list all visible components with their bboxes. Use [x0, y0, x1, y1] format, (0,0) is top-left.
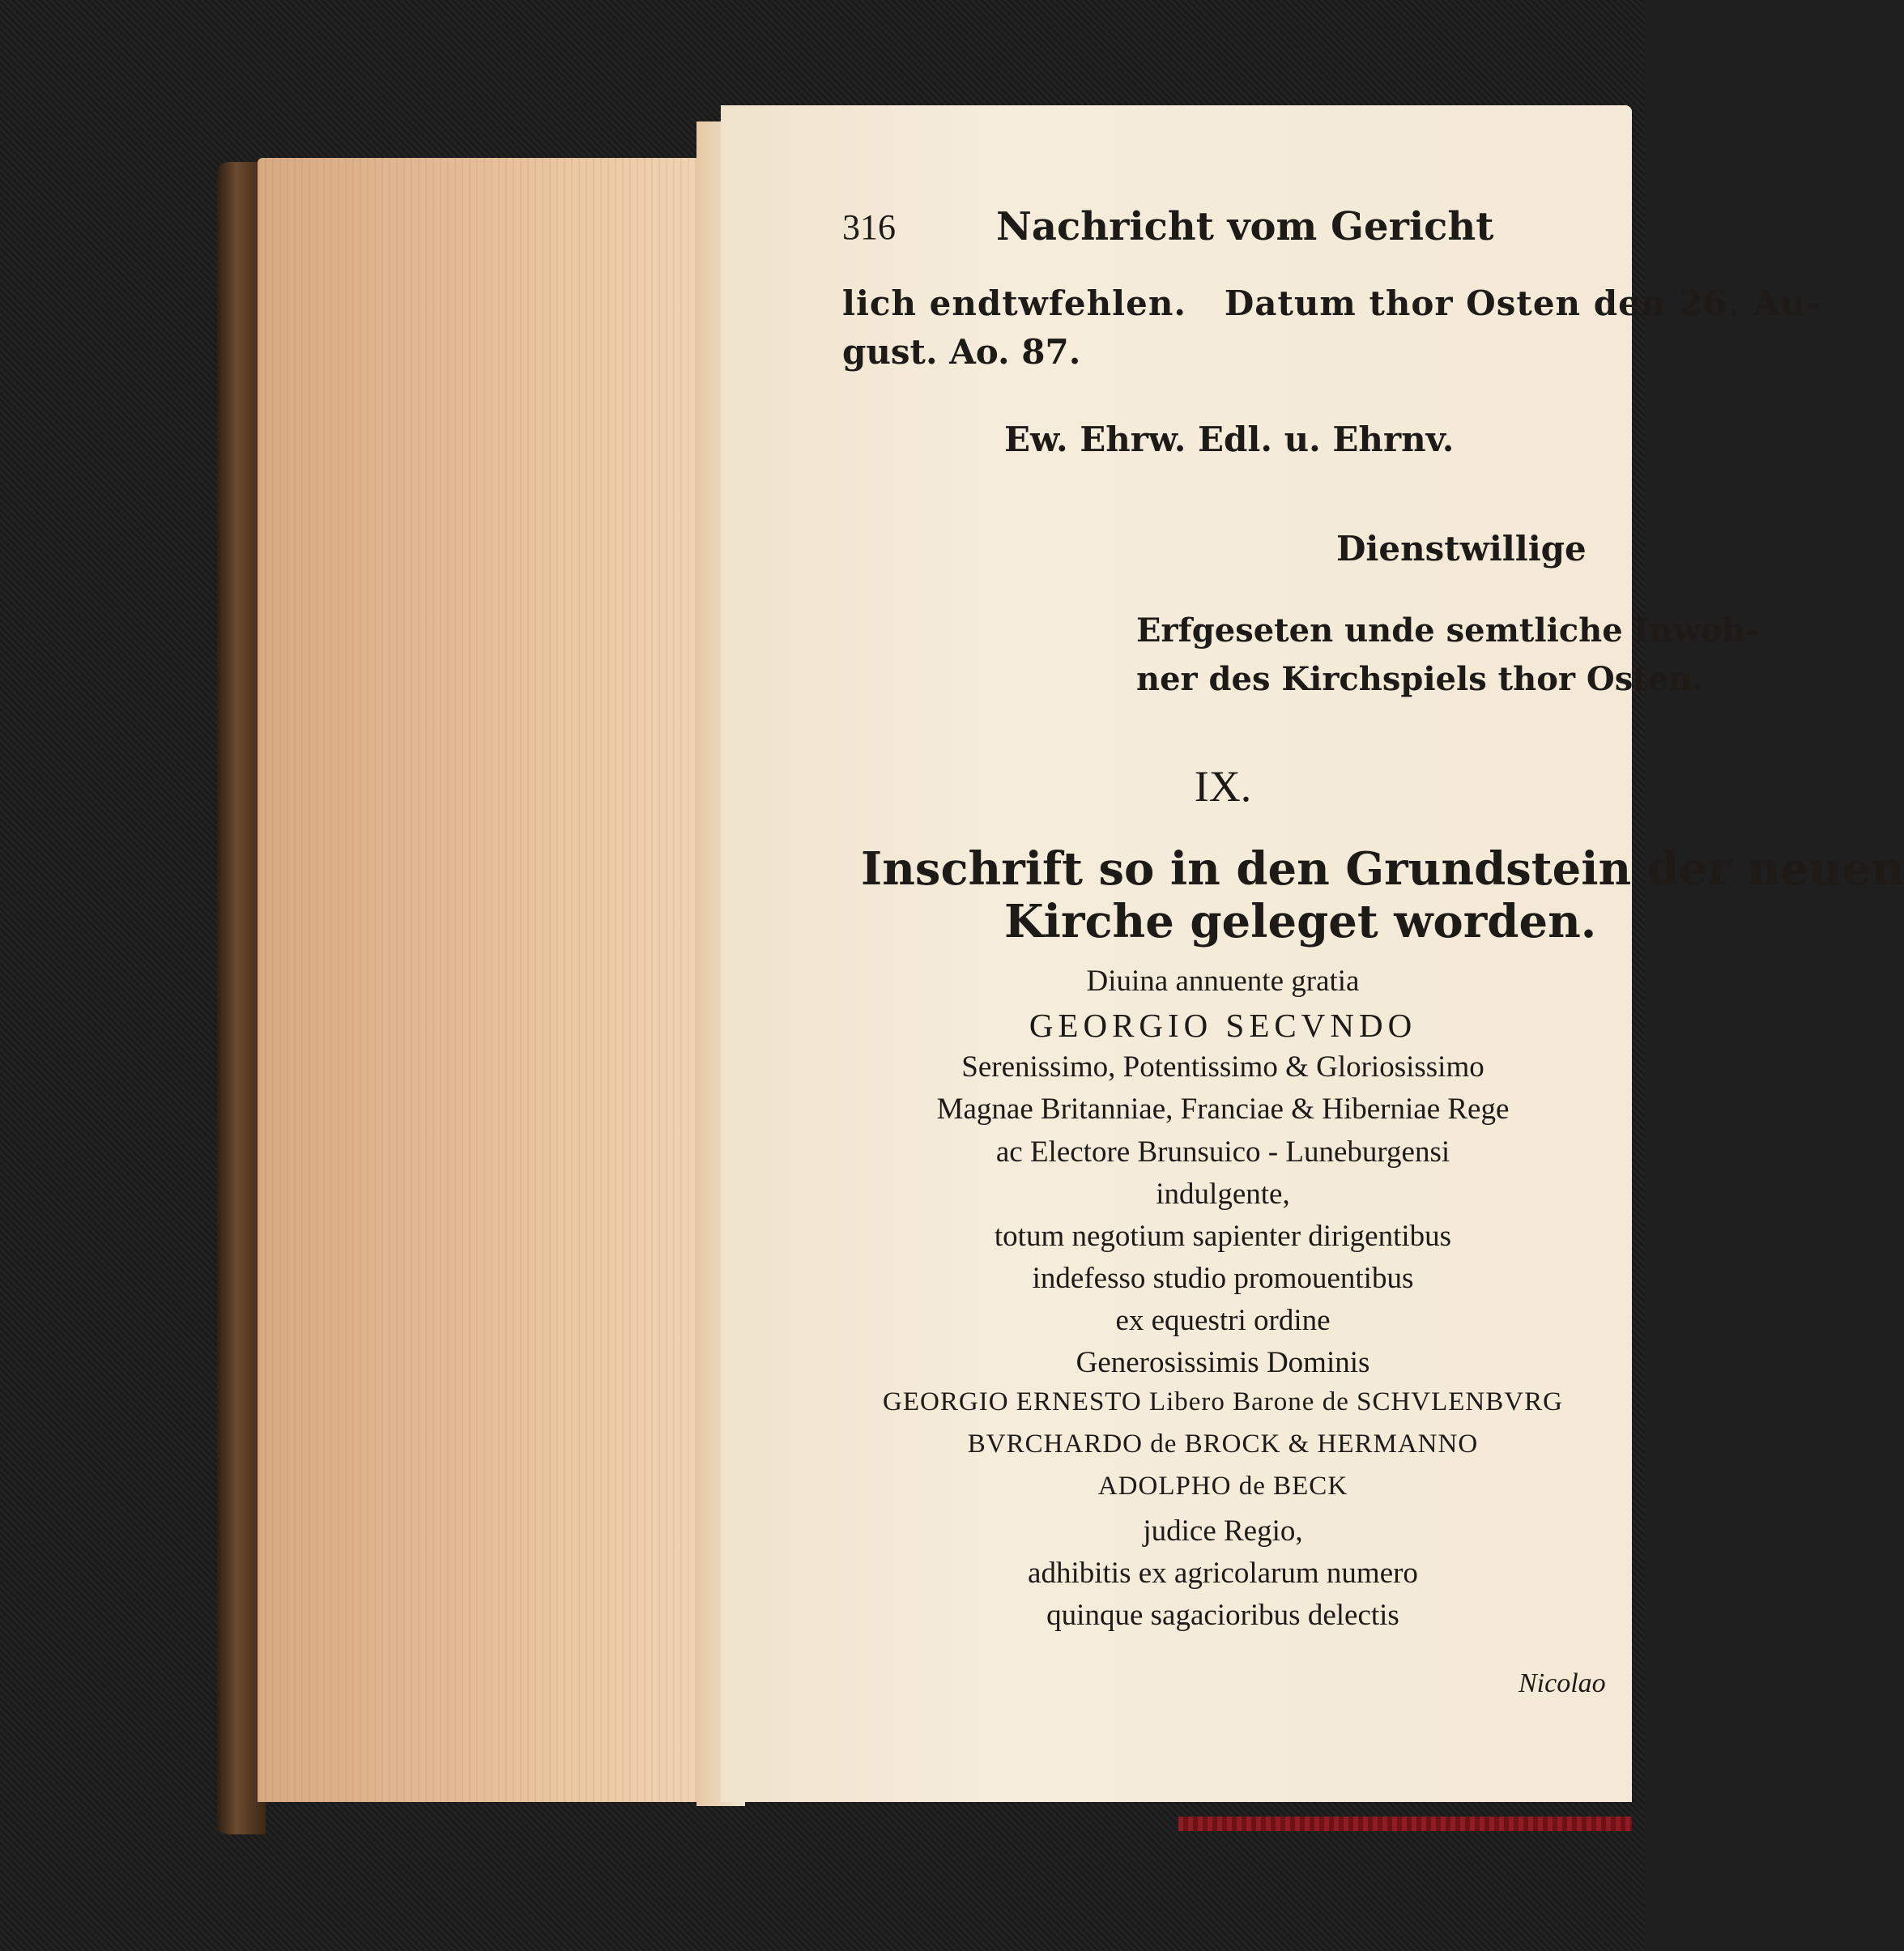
- inscription-line: indefesso studio promouentibus: [1032, 1262, 1414, 1295]
- page-block-edge: [258, 158, 731, 1802]
- inscription-line: BVRCHARDO de BROCK & HERMANNO: [967, 1429, 1479, 1459]
- closing: Dienstwillige: [1336, 529, 1587, 569]
- inscription-line: ac Electore Brunsuico - Luneburgensi: [995, 1135, 1450, 1169]
- inscription-line: Magnae Britanniae, Franciae & Hiberniae Rege: [936, 1093, 1510, 1126]
- inscription-line: indulgente,: [1156, 1178, 1290, 1211]
- inscription-line: GEORGIO SECVNDO: [1029, 1007, 1417, 1044]
- page-number: 316: [842, 207, 896, 247]
- section-heading: Kirche geleget worden.: [1004, 895, 1597, 948]
- inscription-line: Serenissimo, Potentissimo & Gloriosissimo: [961, 1050, 1484, 1084]
- inscription-line: Generosissimis Dominis: [1076, 1346, 1370, 1379]
- inscription-line: ADOLPHO de BECK: [1097, 1472, 1348, 1501]
- section-numeral: IX.: [1194, 762, 1252, 811]
- catchword: Nicolao: [1519, 1668, 1606, 1698]
- inscription-line: ex equestri ordine: [1115, 1304, 1331, 1337]
- bookmark-ribbon: [1178, 1817, 1632, 1831]
- signature-line: Erfgeseten unde semtliche Inwoh-: [1136, 611, 1760, 650]
- inscription-line: adhibitis ex agricolarum numero: [1028, 1557, 1418, 1590]
- body-line: gust. Ao. 87.: [842, 332, 1081, 372]
- inscription-line: quinque sagacioribus delectis: [1046, 1599, 1399, 1632]
- section-heading: Inschrift so in den Grundstein der neuen: [861, 842, 1904, 896]
- salutation: Ew. Ehrw. Edl. u. Ehrnv.: [1004, 420, 1455, 459]
- running-head: Nachricht vom Gericht: [996, 204, 1494, 249]
- body-line: lich endtwfehlen. Datum thor Osten den 26. Au-: [842, 283, 1821, 323]
- inscription-line: judice Regio,: [1143, 1514, 1303, 1548]
- inscription-line: GEORGIO ERNESTO Libero Barone de SCHVLENBVRG: [883, 1387, 1563, 1416]
- inscription-line: totum negotium sapienter dirigentibus: [994, 1220, 1452, 1253]
- signature-line: ner des Kirchspiels thor Osten.: [1136, 660, 1704, 698]
- inscription-line: Diuina annuente gratia: [1086, 965, 1360, 998]
